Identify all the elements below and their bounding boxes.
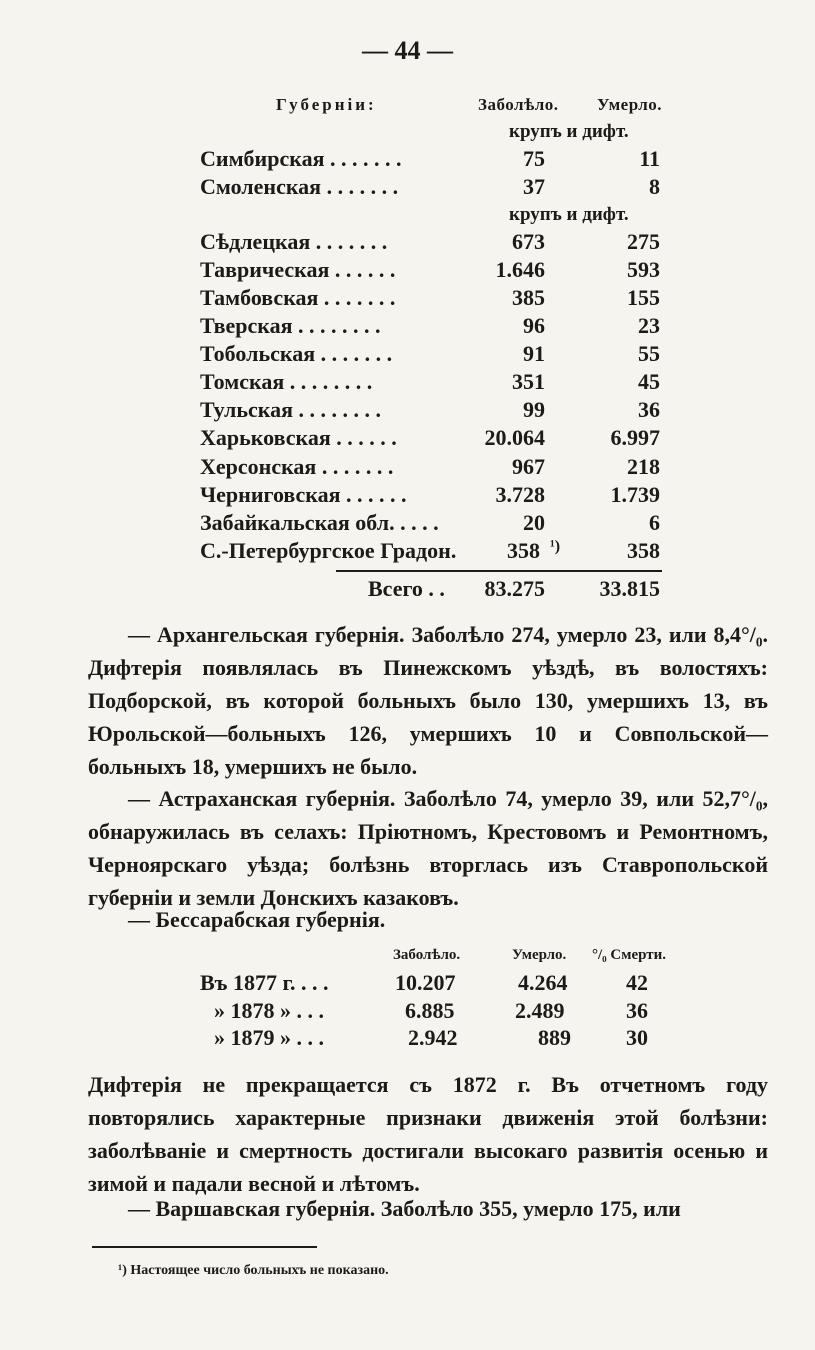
column-header-died: Умерло. [597,95,663,114]
died-count: 1.739 [610,482,660,507]
province-name: Забайкальская обл. . . . . [200,510,439,535]
table-row [200,257,660,285]
died-count: 23 [638,313,660,338]
died-count: 358 [627,538,660,563]
column-header-province: Губерніи: [276,95,377,114]
ill-count: 3.728 [495,482,545,507]
province-name: Тамбовская . . . . . . . [200,285,396,310]
table-row [200,313,660,341]
died-count: 275 [627,229,660,254]
province-name: Таврическая . . . . . . [200,257,396,282]
died-count: 593 [627,257,660,282]
table-subheader: крупъ и дифт. [509,121,629,142]
bes-row [200,970,660,998]
paragraph-bessarabia: — Бессарабская губернія. [128,907,386,932]
ill-count: 37 [523,174,545,199]
footnote-marker: ¹) [550,538,561,555]
column-header-ill: Заболѣло. [478,95,559,114]
died-count: 218 [627,454,660,479]
province-name: С.-Петербургское Градон. [200,538,457,563]
paragraph-diphtheria: Дифтерія не прекращается съ 1872 г. Въ отчетномъ году повторялись характерные признаки движенія этой болѣзни: заболѣваніе и смертность достигали высокаго развитія осенью и зимой и падали весной и лѣтомъ. [88,1072,768,1196]
footnote-rule [92,1246,317,1248]
table-row [200,482,660,510]
died-count: 55 [638,341,660,366]
ill-count: 351 [512,369,545,394]
died-count: 11 [639,146,660,171]
table-row [200,454,660,482]
province-name: Смоленская . . . . . . . [200,174,399,199]
died-count: 6.997 [610,425,660,450]
table-row [200,146,660,174]
bes-ill: 10.207 [395,970,456,995]
died-count: 45 [638,369,660,394]
table-row [200,538,660,566]
table-row [200,174,660,202]
table-row [200,397,660,425]
total-ill: 83.275 [484,576,545,601]
bes-year: » 1879 » . . . [214,1025,324,1050]
province-name: Томская . . . . . . . . [200,369,373,394]
ill-count: 20 [523,510,545,535]
bes-pct: 42 [626,970,648,995]
table-row [200,425,660,453]
table-row [200,369,660,397]
province-name: Симбирская . . . . . . . [200,146,402,171]
bes-pct: 36 [626,998,648,1023]
table-subheader: крупъ и дифт. [509,204,629,225]
ill-count: 673 [512,229,545,254]
table-row [200,285,660,313]
province-name: Херсонская . . . . . . . [200,454,394,479]
ill-count: 91 [523,341,545,366]
province-name: Тульская . . . . . . . . [200,397,382,422]
ill-count: 385 [512,285,545,310]
ill-count: 967 [512,454,545,479]
ill-count: 1.646 [495,257,545,282]
ill-count: 96 [523,313,545,338]
died-count: 6 [649,510,660,535]
bes-pct: 30 [626,1025,648,1050]
bes-row [200,998,660,1026]
bes-header-ill: Заболѣло. [393,947,461,963]
bes-year: Въ 1877 г. . . . [200,970,329,995]
footnote: ¹) Настоящее число больныхъ не показано. [118,1263,389,1278]
died-count: 155 [627,285,660,310]
bes-ill: 2.942 [408,1025,458,1050]
total-label: Всего . . [368,576,445,601]
ill-count: 75 [523,146,545,171]
paragraph-arkhangelsk: — Архангельская губернія. Заболѣло 274, умерло 23, или 8,4°/₀. Дифтерія появлялась въ Пинежскомъ уѣздѣ, въ волостяхъ: Подборской, въ которой больныхъ было 130, умершихъ 13, въ Юрольской—больныхъ 126, умершихъ 10 и Совпольской—больныхъ 18, умершихъ не было. [88,622,768,779]
province-name: Харьковская . . . . . . [200,425,397,450]
table-row [200,341,660,369]
province-name: Сѣдлецкая . . . . . . . [200,229,388,254]
paragraph-warsaw: — Варшавская губернія. Заболѣло 355, умерло 175, или [128,1196,681,1221]
province-name: Черниговская . . . . . . [200,482,407,507]
ill-count: 358 [507,538,540,563]
province-name: Тобольская . . . . . . . [200,341,393,366]
ill-count: 20.064 [484,425,545,450]
died-count: 36 [638,397,660,422]
page-number: — 44 — [362,36,453,65]
bes-year: » 1878 » . . . [214,998,324,1023]
ill-count: 99 [523,397,545,422]
province-name: Тверская . . . . . . . . [200,313,381,338]
bes-header-died: Умерло. [512,947,567,963]
total-row [200,576,660,604]
bes-ill: 6.885 [405,998,455,1023]
total-rule [336,570,662,572]
table-row [200,510,660,538]
bes-died: 4.264 [518,970,568,995]
bes-died: 889 [538,1025,571,1050]
bes-row [200,1025,660,1053]
paragraph-astrakhan: — Астраханская губернія. Заболѣло 74, умерло 39, или 52,7°/₀, обнаружилась въ селахъ: Пріютномъ, Крестовомъ и Ремонтномъ, Черноярскаго уѣзда; болѣзнь вторглась изъ Ставропольской губерніи и земли Донскихъ казаковъ. [88,786,768,910]
died-count: 8 [649,174,660,199]
total-died: 33.815 [599,576,660,601]
table-row [200,229,660,257]
bes-header-pct: °/₀ Смерти. [592,947,667,963]
bes-died: 2.489 [515,998,565,1023]
